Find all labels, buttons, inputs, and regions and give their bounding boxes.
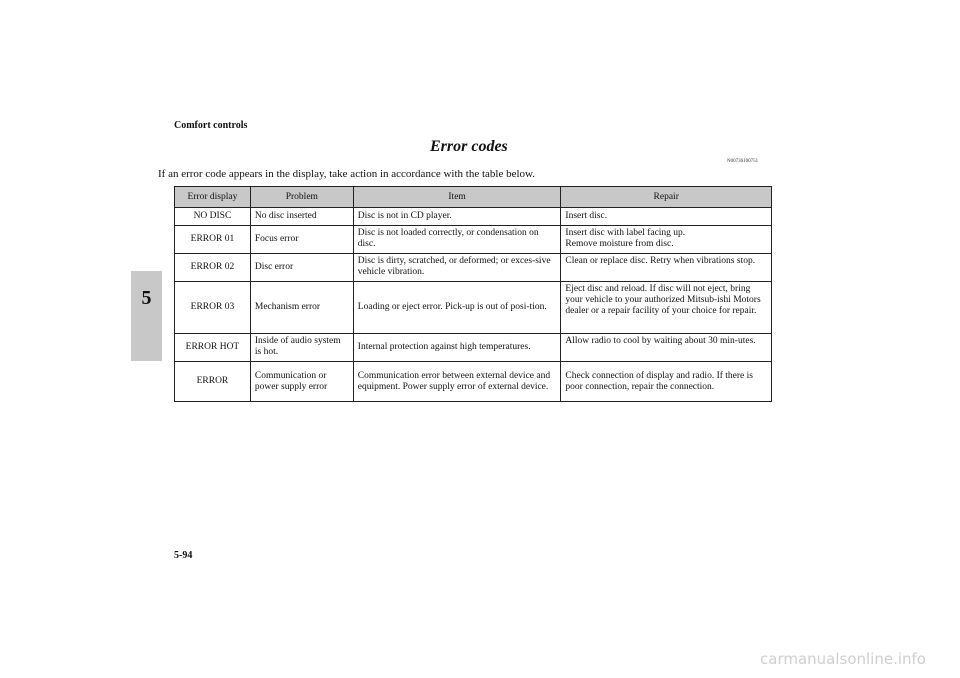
- repair-cell: Allow radio to cool by waiting about 30 min-utes.: [561, 334, 772, 362]
- item-cell: Disc is not loaded correctly, or condensation on disc.: [353, 226, 561, 254]
- column-header-item: Item: [353, 187, 561, 208]
- item-cell: Communication error between external device and equipment. Power supply error of external device.: [353, 362, 561, 402]
- problem-cell: Focus error: [250, 226, 353, 254]
- repair-cell: Eject disc and reload. If disc will not eject, bring your vehicle to your authorized Mitsub-ishi Motors dealer or a repair facility of your choice for repair.: [561, 282, 772, 334]
- item-cell: Internal protection against high temperatures.: [353, 334, 561, 362]
- item-cell: Disc is not in CD player.: [353, 208, 561, 226]
- table-row: [175, 208, 772, 226]
- error-display-cell: ERROR: [175, 362, 251, 402]
- error-display-cell: ERROR 01: [175, 226, 251, 254]
- column-header-problem: Problem: [250, 187, 353, 208]
- chapter-tab: [131, 271, 162, 361]
- problem-cell: Communication or power supply error: [250, 362, 353, 402]
- column-header-error-display: Error display: [175, 187, 251, 208]
- error-display-cell: ERROR 02: [175, 254, 251, 282]
- page-number: 5-94: [174, 550, 193, 561]
- intro-text: If an error code appears in the display, take action in accordance with the table below.: [158, 168, 535, 180]
- error-code-table: [174, 186, 772, 402]
- item-cell: Loading or eject error. Pick-up is out of posi-tion.: [353, 282, 561, 334]
- error-display-cell: ERROR HOT: [175, 334, 251, 362]
- repair-cell: Check connection of display and radio. If there is poor connection, repair the connection.: [561, 362, 772, 402]
- repair-cell: Insert disc with label facing up. Remove moisture from disc.: [561, 226, 772, 254]
- item-cell: Disc is dirty, scratched, or deformed; or exces-sive vehicle vibration.: [353, 254, 561, 282]
- table-header-row: [175, 187, 772, 208]
- chapter-tab-number: 5: [141, 287, 152, 309]
- table-row: [175, 282, 772, 334]
- problem-cell: No disc inserted: [250, 208, 353, 226]
- table-row: [175, 226, 772, 254]
- section-header: Comfort controls: [174, 120, 248, 131]
- problem-cell: Inside of audio system is hot.: [250, 334, 353, 362]
- repair-cell: Insert disc.: [561, 208, 772, 226]
- watermark: carmanualsonline.info: [760, 650, 926, 668]
- page-title: Error codes: [430, 138, 508, 155]
- error-display-cell: NO DISC: [175, 208, 251, 226]
- error-display-cell: ERROR 03: [175, 282, 251, 334]
- table-row: [175, 362, 772, 402]
- table-row: [175, 334, 772, 362]
- table-row: [175, 254, 772, 282]
- repair-cell: Clean or replace disc. Retry when vibrations stop.: [561, 254, 772, 282]
- reference-code: N00736100751: [727, 159, 759, 164]
- column-header-repair: Repair: [561, 187, 772, 208]
- problem-cell: Mechanism error: [250, 282, 353, 334]
- problem-cell: Disc error: [250, 254, 353, 282]
